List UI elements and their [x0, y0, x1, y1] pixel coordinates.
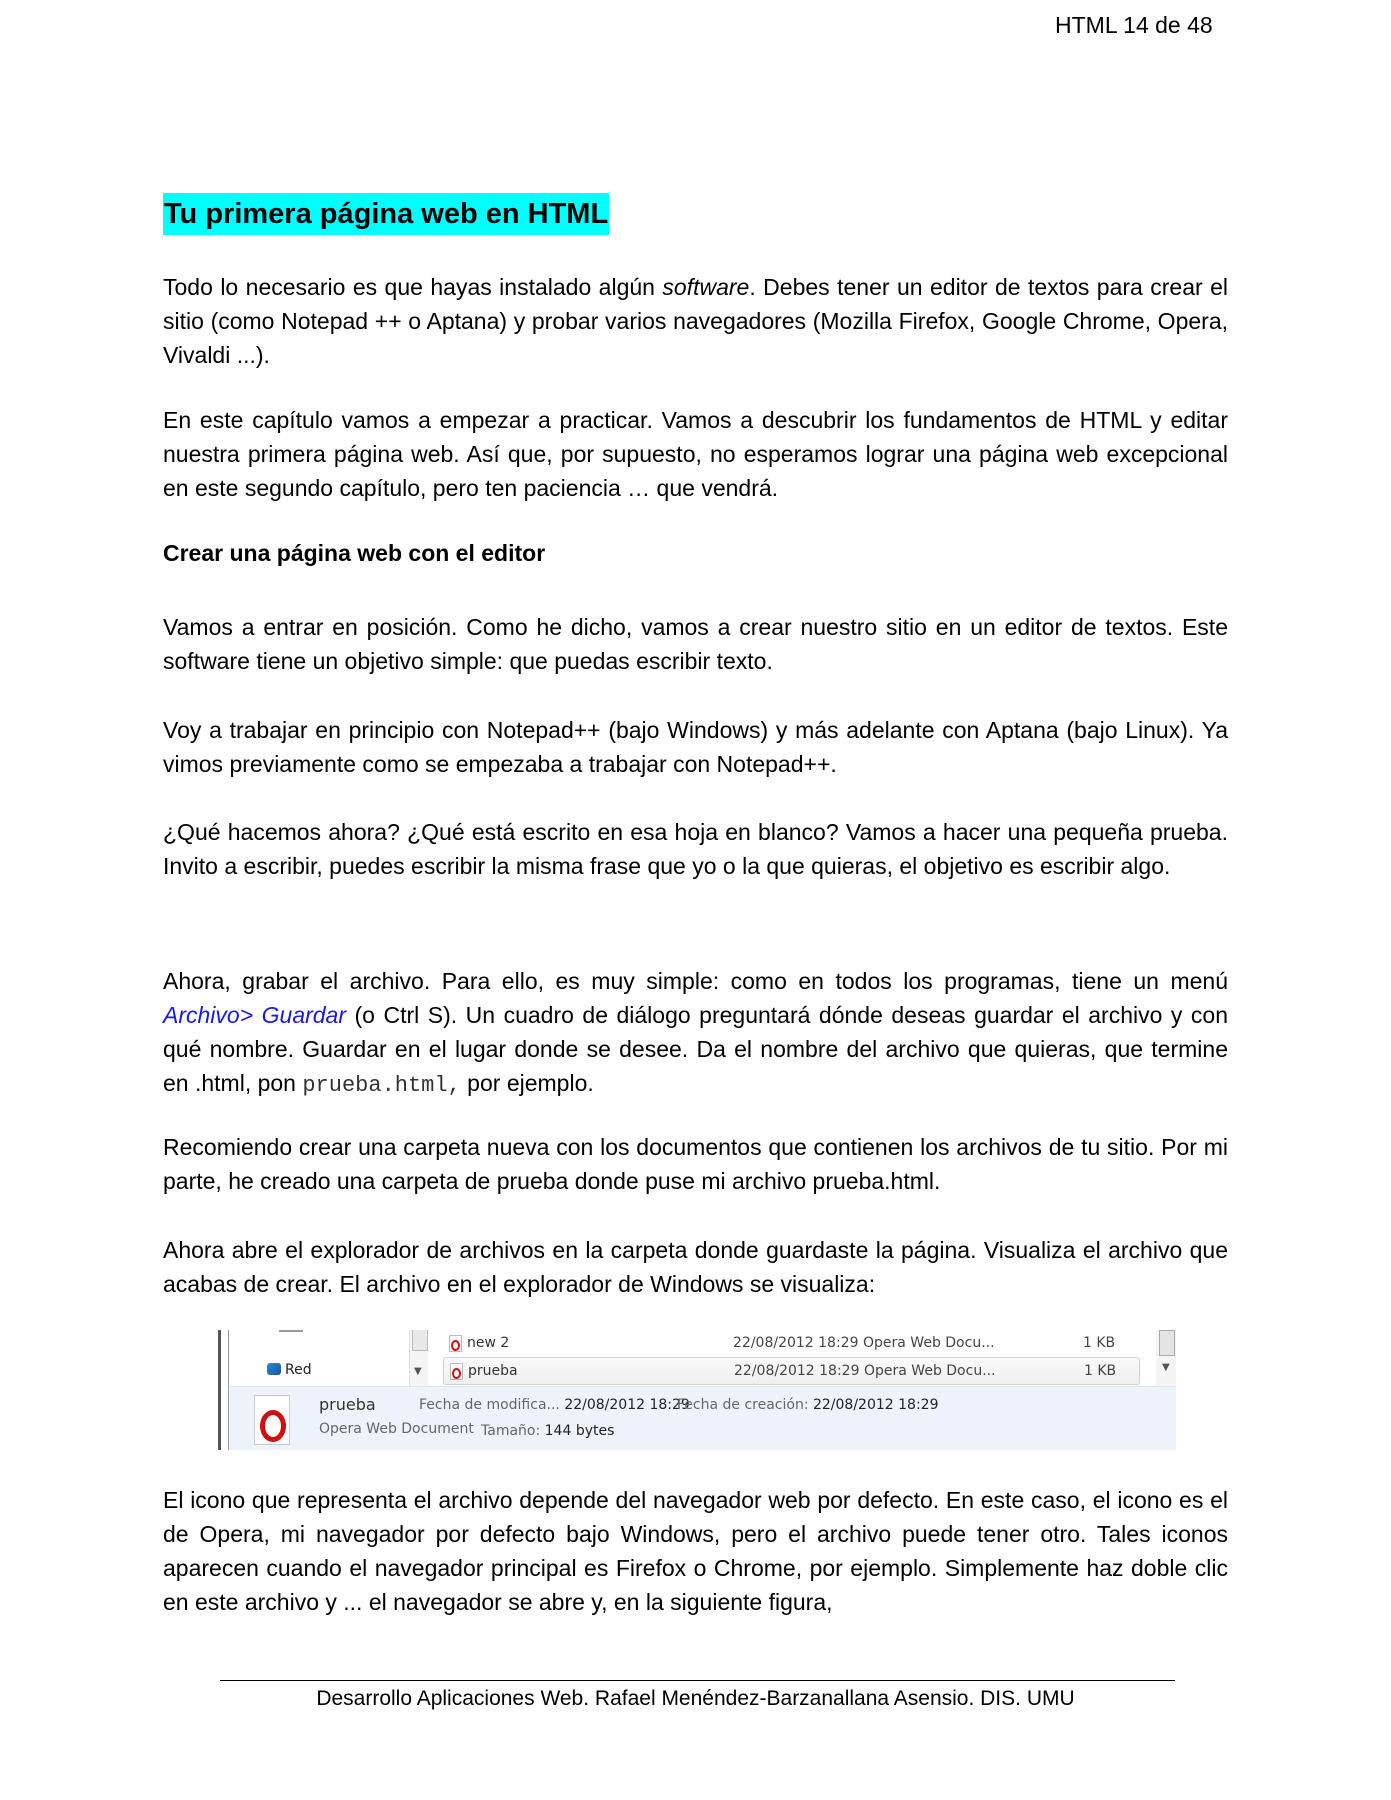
paragraph-folder: Recomiendo crear una carpeta nueva con los documentos que contienen los archivos de tu sitio. Por mi parte, he creado una carpeta de prueba donde puse mi archivo prueba.html. [163, 1134, 1228, 1194]
opera-file-icon [450, 1363, 463, 1380]
page-number-header: HTML 14 de 48 [1055, 12, 1213, 38]
section-heading: Crear una página web con el editor [163, 540, 546, 566]
page-footer: Desarrollo Aplicaciones Web. Rafael Menéndez-Barzanallana Asensio. DIS. UMU [316, 1687, 1075, 1710]
filename-code: prueba.html, [302, 1073, 461, 1098]
menu-path-link[interactable]: Archivo> Guardar [163, 1002, 347, 1028]
footer-divider [220, 1680, 1175, 1681]
paragraph-position: Vamos a entrar en posición. Como he dicho, vamos a crear nuestro sitio en un editor de textos. Este software tiene un objetivo simple: que puedas escribir texto. [163, 614, 1228, 674]
paragraph-explorer: Ahora abre el explorador de archivos en la carpeta donde guardaste la página. Visualiza el archivo que acabas de crear. El archivo en el explorador de Windows se visualiza: [163, 1237, 1228, 1297]
opera-document-icon [254, 1395, 290, 1445]
network-icon [267, 1363, 281, 1375]
opera-file-icon [449, 1335, 462, 1352]
navigation-pane [229, 1330, 422, 1386]
paragraph-intro: Todo lo necesario es que hayas instalado algún software. Debes tener un editor de textos para crear el sitio (como Notepad ++ o Aptana) y probar varios navegadores (Mozilla Firefox, Google Chrome, Opera, Vivaldi ...). [163, 274, 1228, 368]
nav-scrollbar[interactable] [409, 1330, 428, 1386]
details-modified: Fecha de modifica... 22/08/2012 18:29 [419, 1397, 690, 1413]
details-file-type: Opera Web Document [319, 1421, 474, 1437]
details-created: Fecha de creación: 22/08/2012 18:29 [677, 1397, 939, 1413]
software-emphasis: software [662, 274, 750, 300]
file-row[interactable]: new 2 22/08/2012 18:29 Opera Web Docu... 1 KB [443, 1330, 1138, 1356]
details-size: Tamaño: 144 bytes [481, 1423, 615, 1439]
details-pane [229, 1386, 1176, 1450]
file-list [443, 1330, 1143, 1386]
paragraph-icon: El icono que representa el archivo depende del navegador web por defecto. En este caso, el icono es el de Opera, mi navegador por defecto bajo Windows, pero el archivo puede tener otro. Tales iconos aparecen cuando el navegador principal es Firefox o Chrome, por ejemplo. Simplemente haz doble clic en este archivo y ... el navegador se abre y, en la siguiente figura, [163, 1487, 1228, 1615]
file-list-scrollbar[interactable] [1156, 1330, 1176, 1386]
scroll-down-arrow-icon[interactable]: ▼ [414, 1366, 422, 1377]
details-file-name: prueba [319, 1395, 376, 1414]
page-title: Tu primera página web en HTML [163, 193, 609, 235]
explorer-screenshot [218, 1330, 1176, 1450]
paragraph-notepad: Voy a trabajar en principio con Notepad++ (bajo Windows) y más adelante con Aptana (bajo Linux). Ya vimos previamente como se empezaba a trabajar con Notepad++. [163, 717, 1228, 777]
window-border [218, 1330, 221, 1450]
nav-scrollbar-thumb[interactable] [412, 1330, 428, 1351]
nav-separator [279, 1330, 303, 1332]
scroll-down-arrow-icon[interactable]: ▼ [1162, 1362, 1170, 1373]
paragraph-chapter: En este capítulo vamos a empezar a practicar. Vamos a descubrir los fundamentos de HTML y editar nuestra primera página web. Así que, por supuesto, no esperamos lograr una página web excepcional en este segundo capítulo, pero ten paciencia … que vendrá. [163, 407, 1228, 501]
file-list-scrollbar-thumb[interactable] [1159, 1330, 1175, 1356]
file-row-selected[interactable]: prueba 22/08/2012 18:29 Opera Web Docu... 1 KB [443, 1357, 1140, 1385]
paragraph-save: Ahora, grabar el archivo. Para ello, es muy simple: como en todos los programas, tiene un menú Archivo> Guardar (o Ctrl S). Un cuadro de diálogo preguntará dónde deseas guardar el archivo y con qué nombre. Guardar en el lugar donde se desee. Da el nombre del archivo que quieras, que termine en .html, pon prueba.html, por ejemplo. [163, 968, 1228, 1098]
paragraph-test: ¿Qué hacemos ahora? ¿Qué está escrito en esa hoja en blanco? Vamos a hacer una pequeña prueba. Invito a escribir, puedes escribir la misma frase que yo o la que quieras, el objetivo es escribir algo. [163, 819, 1228, 879]
nav-item-red[interactable]: Red [267, 1362, 312, 1378]
